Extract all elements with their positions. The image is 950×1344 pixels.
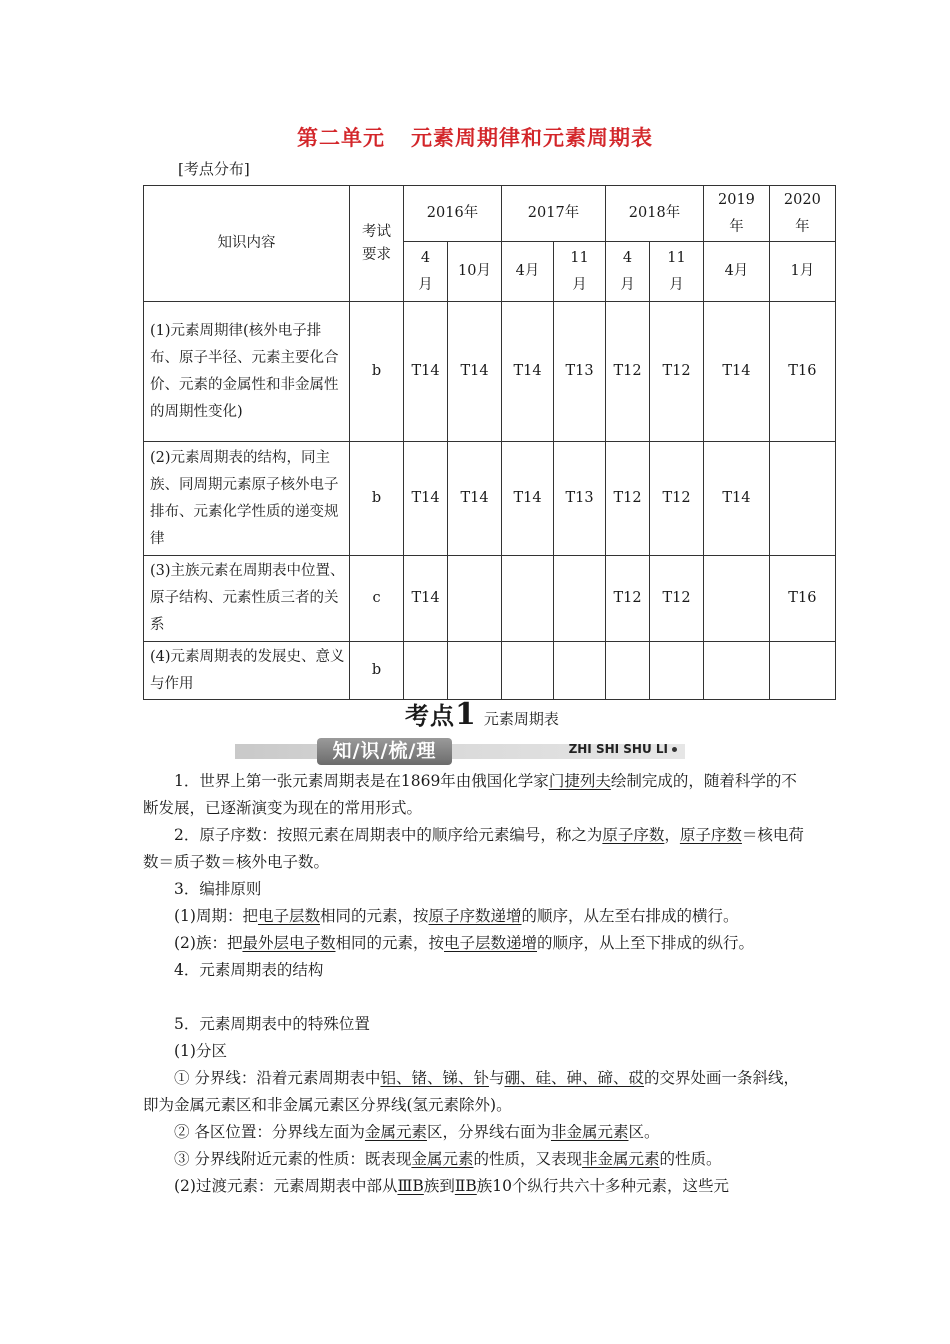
question-cell: T12 [606, 556, 650, 642]
question-cell: T14 [448, 442, 502, 556]
paragraph: (1)周期：把电子层数相同的元素，按原子序数递增的顺序，从左至右排成的横行。 [174, 907, 739, 925]
question-cell [650, 642, 704, 700]
question-cell: T12 [650, 302, 704, 442]
question-cell: T14 [502, 302, 554, 442]
question-cell: T14 [502, 442, 554, 556]
question-cell [404, 642, 448, 700]
question-cell [554, 642, 606, 700]
question-cell [704, 556, 770, 642]
requirement-cell: b [350, 442, 404, 556]
question-cell [554, 556, 606, 642]
table-row [144, 302, 836, 442]
year-header: 2019年 [704, 186, 770, 242]
paragraph: (1)分区 [174, 1042, 227, 1060]
kaodian-label: 考点 [405, 702, 455, 730]
table-row [144, 442, 836, 556]
question-cell [606, 642, 650, 700]
paragraph: (2)过渡元素：元素周期表中部从ⅢB族到ⅡB族10个纵行共六十多种元素，这些元 [174, 1177, 729, 1195]
question-cell: T16 [769, 556, 835, 642]
month-header: 1月 [769, 242, 835, 302]
requirement-cell: c [350, 556, 404, 642]
paragraph: (2)族：把最外层电子数相同的元素，按电子层数递增的顺序，从上至下排成的纵行。 [174, 934, 755, 952]
banner-pinyin: ZHI SHI SHU LI [569, 742, 677, 756]
question-cell: T12 [606, 442, 650, 556]
question-cell: T13 [554, 302, 606, 442]
page-title: 第二单元 元素周期律和元素周期表 [297, 125, 653, 150]
content-body [143, 768, 809, 1200]
knowledge-cell: (3)主族元素在周期表中位置、原子结构、元素性质三者的关系 [144, 556, 350, 642]
knowledge-cell: (2)元素周期表的结构，同主族、同周期元素原子核外电子排布、元素化学性质的递变规律 [144, 442, 350, 556]
header-knowledge: 知识内容 [144, 186, 350, 302]
exam-distribution-table [143, 185, 836, 700]
paragraph: ① 分界线：沿着元素周期表中铝、锗、锑、钋与硼、硅、砷、碲、砹的交界处画一条斜线，即为金属元素区和非金属元素区分界线(氢元素除外)。 [143, 1069, 799, 1114]
kaodian-heading [405, 696, 559, 730]
requirement-cell: b [350, 642, 404, 700]
paragraph: ② 各区位置：分界线左面为金属元素区，分界线右面为非金属元素区。 [174, 1123, 660, 1141]
month-header: 4月 [606, 242, 650, 302]
banner-title: 知/识/梳/理 [317, 738, 452, 765]
month-header: 11月 [650, 242, 704, 302]
header-requirement: 考试要求 [350, 186, 404, 302]
question-cell [502, 642, 554, 700]
dot-icon [672, 747, 677, 752]
question-cell [769, 442, 835, 556]
question-cell [448, 642, 502, 700]
paragraph: 5．元素周期表中的特殊位置 [174, 1015, 370, 1033]
section-banner [235, 738, 685, 765]
question-cell: T14 [448, 302, 502, 442]
table-row [144, 642, 836, 700]
question-cell: T14 [704, 302, 770, 442]
question-cell: T12 [650, 442, 704, 556]
requirement-cell: b [350, 302, 404, 442]
month-header: 10月 [448, 242, 502, 302]
question-cell: T14 [704, 442, 770, 556]
knowledge-cell: (1)元素周期律(核外电子排布、原子半径、元素主要化合价、元素的金属性和非金属性的周期性变化) [144, 302, 350, 442]
year-header: 2020年 [769, 186, 835, 242]
question-cell: T13 [554, 442, 606, 556]
year-header: 2017年 [502, 186, 606, 242]
paragraph: 2．原子序数：按照元素在周期表中的顺序给元素编号，称之为原子序数，原子序数＝核电荷数＝质子数＝核外电子数。 [143, 826, 804, 871]
year-header: 2018年 [606, 186, 704, 242]
month-header: 11月 [554, 242, 606, 302]
month-header: 4月 [704, 242, 770, 302]
question-cell [769, 642, 835, 700]
question-cell: T14 [404, 302, 448, 442]
paragraph: ③ 分界线附近元素的性质：既表现金属元素的性质，又表现非金属元素的性质。 [174, 1150, 722, 1168]
month-header: 4月 [502, 242, 554, 302]
question-cell: T14 [404, 442, 448, 556]
paragraph: 1．世界上第一张元素周期表是在1869年由俄国化学家门捷列夫绘制完成的，随着科学的不断发展，已逐渐演变为现在的常用形式。 [143, 772, 797, 817]
paragraph: 3．编排原则 [174, 880, 262, 898]
question-cell: T16 [769, 302, 835, 442]
question-cell: T14 [404, 556, 448, 642]
year-header: 2016年 [404, 186, 502, 242]
kaodian-number: 1 [455, 697, 476, 732]
question-cell [448, 556, 502, 642]
kaodian-name: 元素周期表 [483, 710, 559, 728]
question-cell [502, 556, 554, 642]
paragraph: 4．元素周期表的结构 [174, 961, 324, 979]
table-row [144, 556, 836, 642]
question-cell: T12 [606, 302, 650, 442]
question-cell [704, 642, 770, 700]
month-header: 4月 [404, 242, 448, 302]
knowledge-cell: (4)元素周期表的发展史、意义与作用 [144, 642, 350, 700]
section-label: [考点分布] [178, 160, 250, 178]
question-cell: T12 [650, 556, 704, 642]
